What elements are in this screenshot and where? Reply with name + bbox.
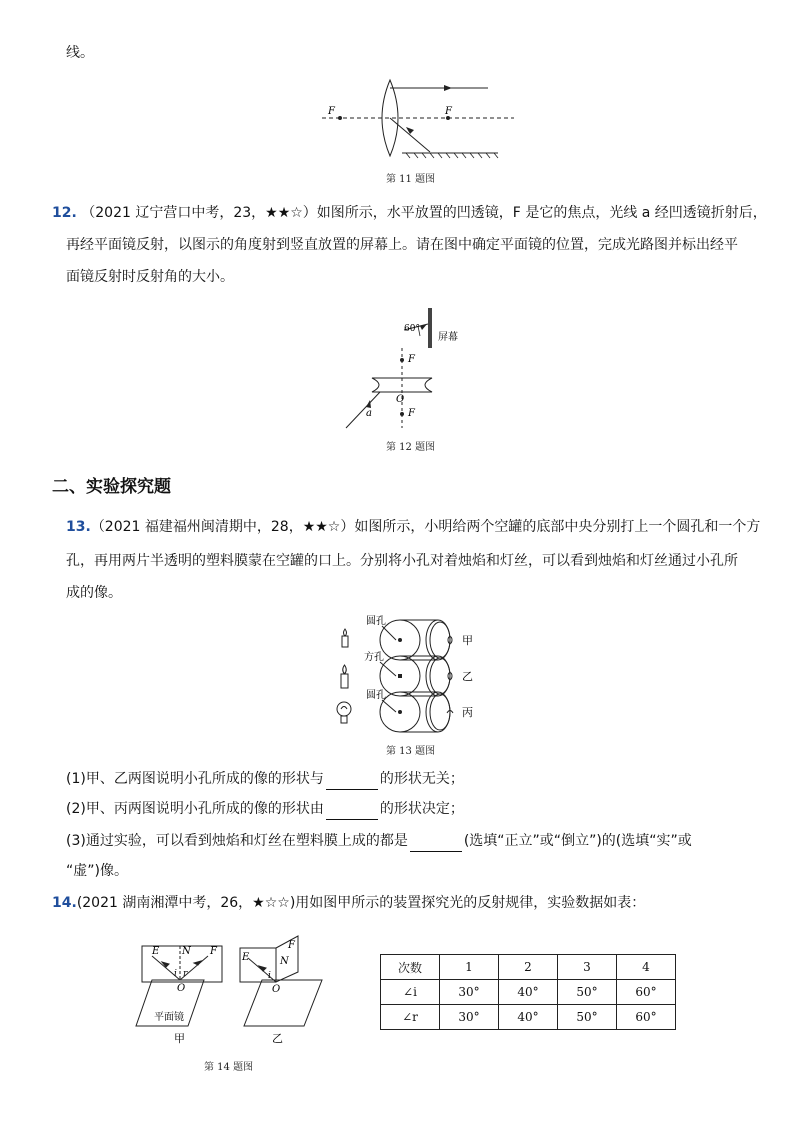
figure-12-concave-lens xyxy=(336,304,486,434)
question-text: 面镜反射时反射角的大小。 xyxy=(66,269,234,285)
focus-label: F xyxy=(445,106,452,117)
focus-label: F xyxy=(408,354,415,365)
figure-14-reflection-apparatus xyxy=(132,934,342,1046)
screen-label: 屏幕 xyxy=(438,332,458,343)
question-text: 再经平面镜反射，以图示的角度射到竖直放置的屏幕上。请在图中确定平面镜的位置，完成光路图并标出经平 xyxy=(66,237,738,253)
table-header-cell: 次数 xyxy=(381,955,440,980)
question-number: 12. xyxy=(52,205,77,221)
label-e: E xyxy=(242,952,250,963)
table-cell: 60° xyxy=(617,1005,676,1030)
label-i: i xyxy=(268,971,271,981)
question-13 xyxy=(66,516,760,538)
label-jia: 甲 xyxy=(174,1032,185,1045)
table-header-cell: 3 xyxy=(558,955,617,980)
label-bing: 丙 xyxy=(462,706,473,719)
table-cell: 40° xyxy=(499,980,558,1005)
figure-caption: 第 11 题图 xyxy=(386,174,436,185)
question-text: 成的像。 xyxy=(66,585,122,601)
label-e: E xyxy=(152,946,160,957)
label-f: F xyxy=(210,946,217,957)
question-14 xyxy=(52,892,645,914)
table-row xyxy=(381,980,676,1005)
table-header-cell: 2 xyxy=(499,955,558,980)
focus-label: F xyxy=(328,106,335,117)
table-header-cell: 4 xyxy=(617,955,676,980)
round-hole-label: 圆孔 xyxy=(366,690,386,701)
label-n: N xyxy=(280,956,289,967)
focus-label: F xyxy=(408,408,415,419)
section-title: 二、实验探究题 xyxy=(52,477,171,497)
sub-question-2: (2)甲、丙两图说明小孔所成的像的形状由 的形状决定； xyxy=(66,798,464,820)
label-f: F xyxy=(288,940,295,951)
center-label: O xyxy=(396,394,405,405)
label-yi: 乙 xyxy=(272,1032,283,1045)
table-cell: 50° xyxy=(558,1005,617,1030)
sub-question-1: (1)甲、乙两图说明小孔所成的像的形状与 的形状无关； xyxy=(66,768,464,790)
round-hole-label: 圆孔 xyxy=(366,616,386,627)
data-table xyxy=(380,954,676,1030)
figure-caption: 第 12 题图 xyxy=(386,442,436,453)
top-line: 线。 xyxy=(66,45,94,61)
figure-caption: 第 13 题图 xyxy=(386,746,436,757)
question-text: 孔，再用两片半透明的塑料膜蒙在空罐的口上。分别将小孔对着烛焰和灯丝，可以看到烛焰和灯丝通过小孔所 xyxy=(66,553,738,569)
label-i: i xyxy=(174,969,177,979)
question-text: （2021 辽宁营口中考，23，★★☆）如图所示，水平放置的凹透镜，F 是它的焦点，光线 a 经凹透镜折射后， xyxy=(81,205,767,221)
table-cell: ∠i xyxy=(381,980,440,1005)
table-cell: 40° xyxy=(499,1005,558,1030)
sub-question-3-cont: “虚”)像。 xyxy=(66,863,128,879)
table-cell: 50° xyxy=(558,980,617,1005)
question-number: 14. xyxy=(52,895,77,911)
sub-question-3: (3)通过实验，可以看到烛焰和灯丝在塑料膜上成的都是 (选填“正立”或“倒立”)的(选填“实”或 xyxy=(66,830,692,852)
square-hole-label: 方孔 xyxy=(364,652,384,663)
question-number: 13. xyxy=(66,519,91,535)
question-text: （2021 福建福州闽清期中，28，★★☆）如图所示，小明给两个空罐的底部中央分别打上一个圆孔和一个方 xyxy=(90,519,761,535)
label-n: N xyxy=(182,946,191,957)
label-r: r xyxy=(183,969,188,979)
label-yi: 乙 xyxy=(462,670,473,683)
table-cell: 60° xyxy=(617,980,676,1005)
label-o: O xyxy=(177,983,186,994)
answer-blank[interactable] xyxy=(326,775,378,790)
table-cell: ∠r xyxy=(381,1005,440,1030)
table-cell: 30° xyxy=(440,980,499,1005)
angle-label: 60° xyxy=(404,324,420,334)
figure-caption: 第 14 题图 xyxy=(204,1062,254,1073)
table-header-row xyxy=(381,955,676,980)
question-12 xyxy=(52,202,767,224)
answer-blank[interactable] xyxy=(326,805,378,820)
label-jia: 甲 xyxy=(462,634,473,647)
question-text: (2021 湖南湘潭中考，26，★☆☆)用如图甲所示的装置探究光的反射规律，实验数据如表： xyxy=(76,895,646,911)
figure-13-pinhole-cans xyxy=(330,612,490,736)
label-o: O xyxy=(272,984,281,995)
figure-11-convex-lens xyxy=(318,76,518,162)
table-row xyxy=(381,1005,676,1030)
ray-label: a xyxy=(366,408,372,419)
table-cell: 30° xyxy=(440,1005,499,1030)
mirror-label: 平面镜 xyxy=(154,1012,184,1023)
answer-blank[interactable] xyxy=(410,837,462,852)
table-header-cell: 1 xyxy=(440,955,499,980)
